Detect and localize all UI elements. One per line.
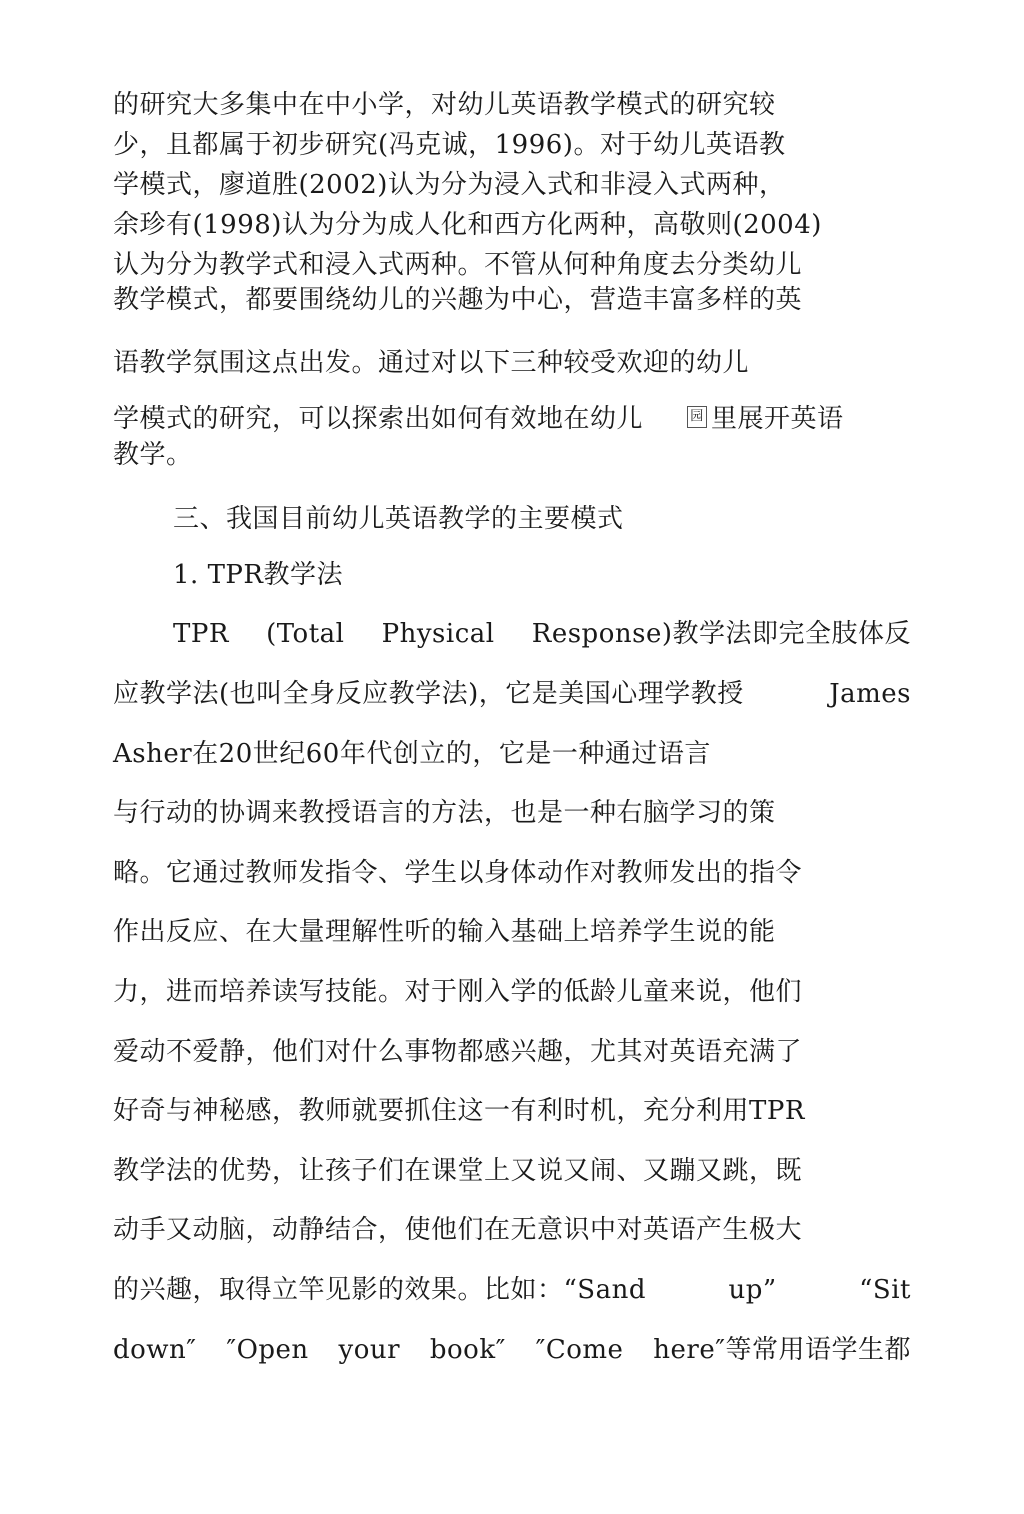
paragraph-line: Asher在20世纪60年代创立的，它是一种通过语言 xyxy=(113,739,711,769)
paragraph-line: 与行动的协调来教授语言的方法，也是一种右脑学习的策 xyxy=(113,798,776,828)
paragraph-line: 认为分为教学式和浸入式两种。不管从何种角度去分类幼儿 xyxy=(113,250,803,280)
paragraph-line: 略。它通过教师发指令、学生以身体动作对教师发出的指令 xyxy=(113,858,803,888)
section-heading: 三、我国目前幼儿英语教学的主要模式 xyxy=(173,504,624,534)
paragraph-line xyxy=(113,1333,911,1367)
paragraph-line xyxy=(173,617,911,651)
paragraph-line: 的研究大多集中在中小学，对幼儿英语教学模式的研究较 xyxy=(113,90,776,120)
paragraph-line: 力，进而培养读写技能。对于刚入学的低龄儿童来说，他们 xyxy=(113,977,803,1007)
word: ″Open xyxy=(226,1335,309,1365)
word: 应教学法(也叫全身反应教学法)，它是美国心理学教授 xyxy=(113,679,744,709)
paragraph-line: 语教学氛围这点出发。通过对以下三种较受欢迎的幼儿 xyxy=(113,348,750,378)
word: book″ xyxy=(429,1335,506,1365)
paragraph-line xyxy=(113,1273,911,1307)
word: 的兴趣，取得立竿见影的效果。比如：“Sand xyxy=(113,1275,646,1305)
paragraph-line: 动手又动脑，动静结合，使他们在无意识中对英语产生极大 xyxy=(113,1215,803,1245)
word: (Total xyxy=(266,619,345,649)
paragraph-line: 教学。 xyxy=(113,440,193,470)
paragraph-line: 作出反应、在大量理解性听的输入基础上培养学生说的能 xyxy=(113,917,776,947)
paragraph-line: 学模式，廖道胜(2002)认为分为浸入式和非浸入式两种， xyxy=(113,170,786,200)
paragraph-line: 教学法的优势，让孩子们在课堂上又说又闹、又蹦又跳，既 xyxy=(113,1156,803,1186)
paragraph-line: 爱动不爱静，他们对什么事物都感兴趣，尤其对英语充满了 xyxy=(113,1037,803,1067)
paragraph-line: 余珍有(1998)认为分为成人化和西方化两种，高敬则(2004) xyxy=(113,210,822,240)
word: down″ xyxy=(113,1335,197,1365)
paragraph-line xyxy=(113,677,911,711)
word: here″等常用语学生都 xyxy=(653,1335,911,1365)
paragraph-line: 教学模式，都要围绕幼儿的兴趣为中心，营造丰富多样的英 xyxy=(113,285,803,315)
word: up” xyxy=(728,1275,777,1305)
word: Response)教学法即完全肢体反 xyxy=(531,619,911,649)
word: ″Come xyxy=(535,1335,624,1365)
subsection-heading: 1. TPR教学法 xyxy=(173,560,343,590)
word: James xyxy=(829,679,911,709)
paragraph-line: 少，且都属于初步研究(冯克诚，1996)。对于幼儿英语教 xyxy=(113,130,786,160)
paragraph-line-segment: 里展开英语 xyxy=(711,404,844,434)
word: Physical xyxy=(381,619,495,649)
paragraph-line xyxy=(113,402,844,436)
word: “Sit xyxy=(859,1275,911,1305)
paragraph-line-segment: 学模式的研究，可以探索出如何有效地在幼儿 xyxy=(113,404,644,434)
word: your xyxy=(338,1335,401,1365)
paragraph-line: 好奇与神秘感，教师就要抓住这一有利时机，充分利用TPR xyxy=(113,1096,805,1126)
word: TPR xyxy=(173,619,229,649)
garbled-glyph-icon: 园 xyxy=(687,406,707,428)
